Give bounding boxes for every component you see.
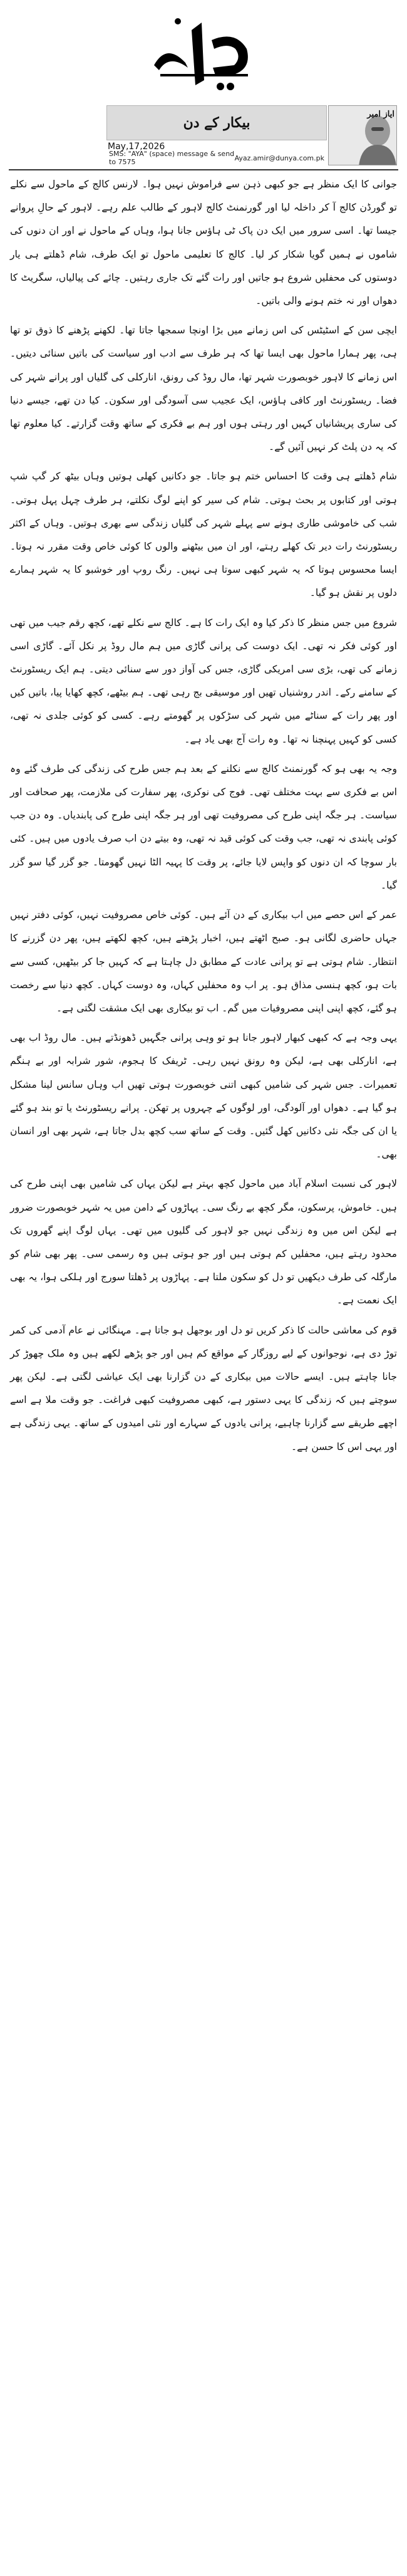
article-paragraph: لاہور کی نسبت اسلام آباد میں ماحول کچھ بہتر ہے لیکن یہاں کی شامیں بھی اپنی طرح کی ہیں۔ خاموش، پرسکون، مگر کچھ بے رنگ سی۔ پہاڑوں کے دامن میں یہ شہر خوبصورت ضرور ہے لیکن اس میں وہ زندگی نہیں جو لاہور کی گلیوں میں تھی۔ یہاں لوگ اپنے گھروں تک محدود رہتے ہیں، محفلیں کم ہوتی ہیں اور جو ہوتی ہیں وہ رسمی سی۔ پھر بھی شام کو مارگلہ کی طرف دیکھیں تو دل کو سکون ملتا ہے۔ پہاڑوں پر ڈھلتا سورج اور ہلکی ہوا، یہ بھی ایک نعمت ہے۔ xyxy=(10,1178,397,1306)
article-paragraph: قوم کی معاشی حالت کا ذکر کریں تو دل اور بوجھل ہو جاتا ہے۔ مہنگائی نے عام آدمی کی کمر توڑ دی ہے، نوجوانوں کے لیے روزگار کے مواقع کم ہیں اور جو پڑھے لکھے ہیں وہ ملک چھوڑ کر جانا چاہتے ہیں۔ ایسے حالات میں بیکاری کے دن گزارنا بھی ایک عیاشی لگتی ہے۔ لیکن پھر سوچتے ہیں کہ زندگی کا یہی دستور ہے، کبھی مصروفیت کبھی فراغت۔ جو وقت ملا ہے اسے اچھے طریقے سے گزارنا چاہیے، پرانی یادوں کے سہارے اور نئی امیدوں کے ساتھ۔ یہی زندگی ہے اور یہی اس کا حسن ہے۔ xyxy=(10,1324,397,1452)
masthead-logo xyxy=(142,5,265,98)
column-title: بیکار کے دن xyxy=(183,115,250,131)
column-header xyxy=(106,105,327,140)
contact-bar xyxy=(106,152,327,164)
logo-graphic xyxy=(142,5,265,98)
sms-info: SMS: "AYA" (space) message & send to 7575 xyxy=(109,150,235,166)
article-paragraph: یہی وجہ ہے کہ کبھی کبھار لاہور جانا ہو تو وہی پرانی جگہیں ڈھونڈتے ہیں۔ مال روڈ اب بھی ہے، انارکلی بھی ہے، لیکن وہ رونق نہیں رہی۔ ٹریفک کا ہجوم، شور شرابہ اور بے ہنگم تعمیرات۔ جس شہر کی شامیں کبھی اتنی خوبصورت ہوتی تھیں اب وہاں سانس لینا مشکل ہو گیا ہے۔ دھواں اور آلودگی، اور لوگوں کے چہروں پر تھکن۔ پرانے ریسٹورنٹ یا تو بند ہو گئے یا ان کی جگہ نئی دکانیں کھل گئیں۔ وقت کے ساتھ سب کچھ بدل جاتا ہے، شہر بھی اور انسان بھی۔ xyxy=(10,1032,397,1160)
article-paragraph: ایچی سن کے اسٹیٹس کی اس زمانے میں بڑا اونچا سمجھا جاتا تھا۔ لکھنے پڑھنے کا ذوق تو تھا ہی، پھر ہمارا ماحول بھی ایسا تھا کہ ہر طرف سے ادب اور سیاست کی باتیں سنائی دیتیں۔ اس زمانے کا لاہور خوبصورت شہر تھا، مال روڈ کی رونق، انارکلی کی گلیاں اور پرانے شہر کی فضا۔ ریسٹورنٹ اور کافی ہاؤس، ایک عجیب سی آسودگی اور سکون۔ کیا دن تھے، جیسے دنیا کی ساری پریشانیاں کہیں اور رہتی ہوں اور ہم بے فکری کے ساتھ وقت گزارتے۔ کیا معلوم تھا کہ یہ دن پلٹ کر نہیں آئیں گے۔ xyxy=(10,325,397,453)
publish-date: May,17,2026 xyxy=(108,142,165,152)
author-photo xyxy=(328,105,397,165)
article-paragraph: شروع میں جس منظر کا ذکر کیا وہ ایک رات کا ہے۔ کالج سے نکلے تھے، کچھ رقم جیب میں تھی اور کوئی فکر نہ تھی۔ ایک دوست کی پرانی گاڑی میں ہم مال روڈ پر نکل آئے۔ گاڑی اسی زمانے کی تھی، بڑی سی امریکی گاڑی، جس کی آواز دور سے سنائی دیتی۔ ہم ایک ریسٹورنٹ کے سامنے رکے۔ اندر روشنیاں تھیں اور موسیقی بج رہی تھی۔ ہم بیٹھے، کچھ کھایا پیا، باتیں کیں اور پھر رات کے سناٹے میں شہر کی سڑکوں پر گھومتے رہے۔ کسی کو کوئی جلدی نہ تھی، کسی کو کہیں پہنچنا نہ تھا۔ وہ رات آج بھی یاد ہے۔ xyxy=(10,617,397,745)
article-paragraph: عمر کے اس حصے میں اب بیکاری کے دن آئے ہیں۔ کوئی خاص مصروفیت نہیں، کوئی دفتر نہیں جہاں حاضری لگانی ہو۔ صبح اٹھتے ہیں، اخبار پڑھتے ہیں، کچھ لکھتے ہیں، پھر دن گزرنے کا انتظار۔ شام ہوتی ہے تو پرانی عادت کے مطابق دل چاہتا ہے کہ کہیں جا کر بیٹھیں، کسی سے بات ہو، کچھ ہنسی مذاق ہو۔ پر اب وہ محفلیں کہاں، وہ دوست کہاں۔ کچھ دنیا سے رخصت ہو گئے، کچھ اپنی اپنی مصروفیات میں گم۔ اب تو بیکاری بھی ایک مشقت لگتی ہے۔ xyxy=(10,909,397,1014)
article-body xyxy=(10,173,397,2554)
author-email[interactable]: Ayaz.amir@dunya.com.pk xyxy=(234,154,324,162)
article-paragraph: شام ڈھلتے ہی وقت کا احساس ختم ہو جاتا۔ جو دکانیں کھلی ہوتیں وہاں بیٹھ کر گپ شپ ہوتی اور کتابوں پر بحث ہوتی۔ شام کی سیر کو اپنے لوگ نکلتے، ہر طرف چہل پہل ہوتی۔ شب کی خاموشی طاری ہونے سے پہلے شہر کی گلیاں زندگی سے بھری ہوتیں۔ وہاں کے اکثر ریسٹورنٹ رات دیر تک کھلے رہتے، اور ان میں بیٹھنے والوں کا کوئی خاص وقت مقرر نہ ہوتا۔ ایسا محسوس ہوتا کہ یہ شہر کبھی سوتا ہی نہیں۔ رنگ روپ اور خوشبو کا یہ شہر ہمارے دلوں پر نقش ہو گیا۔ xyxy=(10,471,397,599)
article-paragraph: جوانی کا ایک منظر ہے جو کبھی ذہن سے فراموش نہیں ہوا۔ لارنس کالج کے ماحول سے نکلے تو گورڈن کالج آ کر داخلہ لیا اور گورنمنٹ کالج لاہور کے طالب علم رہے۔ لاہور کے حالِ پروانے جیسا تھا۔ اسی سرور میں ایک دن پاک ٹی ہاؤس جانا ہوا، وہاں کے ماحول نے اور ان دنوں کی شاموں نے ہمیں گویا شکار کر لیا۔ کالج کا تعلیمی ماحول تو ایک طرف، شام ڈھلتے ہی یار دوستوں کی محفلیں شروع ہو جاتیں اور رات گئے تک جاری رہتیں۔ چائے کی پیالیاں، سگریٹ کا دھواں اور نہ ختم ہونے والی باتیں۔ xyxy=(10,179,397,307)
article-paragraph: وجہ یہ بھی ہو کہ گورنمنٹ کالج سے نکلنے کے بعد ہم جس طرح کی زندگی کی طرف گئے وہ اس بے فکری سے بہت مختلف تھی۔ فوج کی نوکری، پھر سفارت کی ملازمت، پھر صحافت اور سیاست۔ ہر جگہ اپنی طرح کی مصروفیت تھی اور ہر جگہ اپنی طرح کی پابندیاں۔ وہ دن جب کوئی پابندی نہ تھی، جب وقت کی کوئی قید نہ تھی، وہ بیتے دن اب صرف یادوں میں ہیں۔ کئی بار سوچا کہ ان دنوں کو واپس لایا جائے، پر وقت کا پہیہ الٹا نہیں گھومتا۔ جو گزر گیا سو گزر گیا۔ xyxy=(10,763,397,891)
header-divider xyxy=(9,169,398,170)
author-name: ایاز امیر xyxy=(367,110,394,119)
